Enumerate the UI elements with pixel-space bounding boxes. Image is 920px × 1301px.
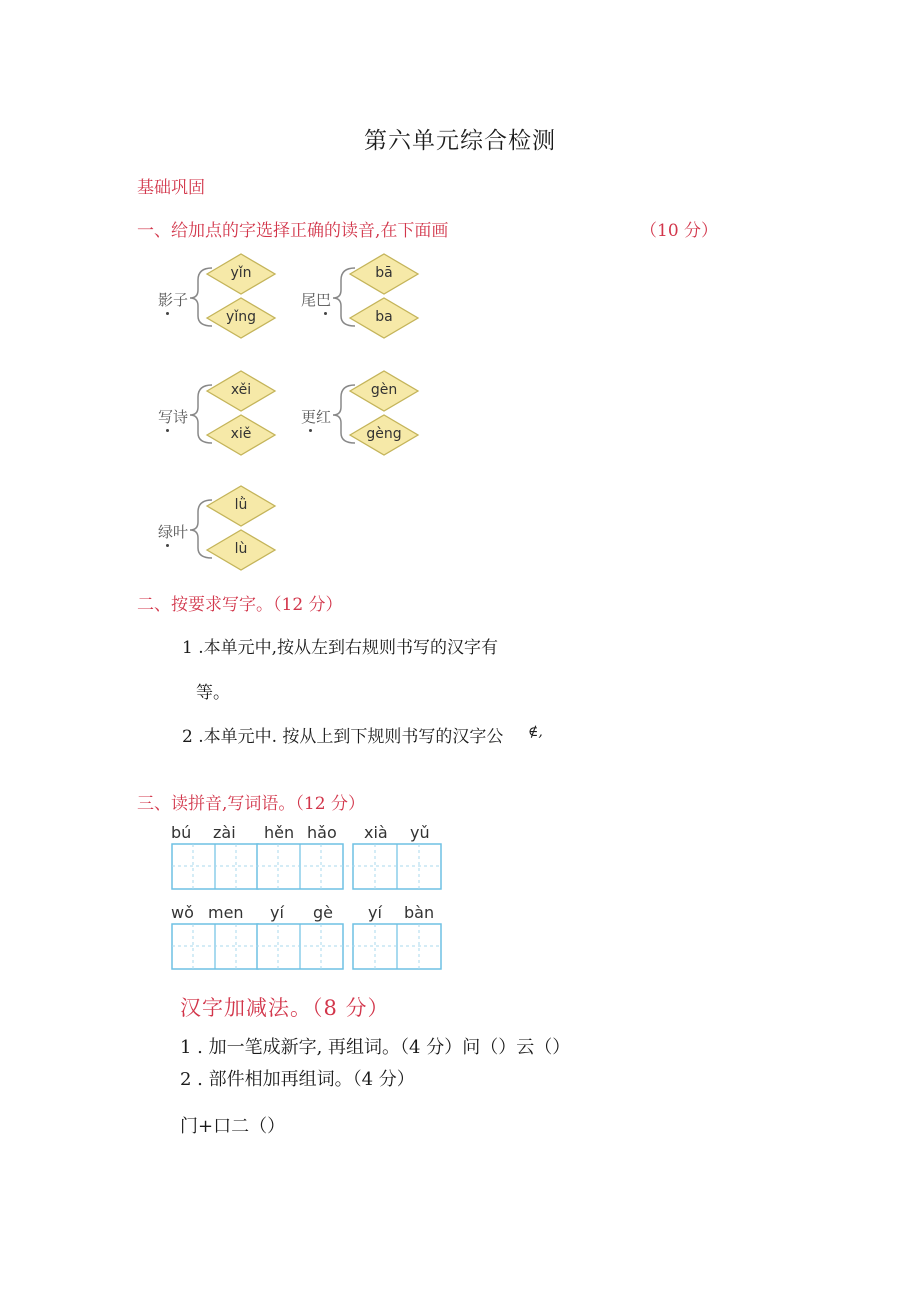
q2-line-2-tail: ∉,	[528, 724, 543, 740]
q3-heading: 三、读拼音,写词语。（12 分）	[137, 794, 365, 814]
section-label: 基础巩固	[137, 178, 205, 198]
q1-word-5: 绿叶	[158, 523, 189, 541]
q1-diagram	[150, 250, 450, 580]
emphasis-dot	[166, 312, 169, 315]
pinyin: yí	[368, 903, 382, 922]
option-lv[interactable]: lǜ	[234, 497, 248, 513]
q1-word-2: 尾巴	[301, 291, 332, 309]
pinyin: wǒ	[171, 903, 194, 922]
emphasis-dot	[309, 429, 312, 432]
emphasis-dot	[324, 312, 327, 315]
option-ba[interactable]: ba	[375, 309, 393, 325]
pinyin: gè	[313, 903, 333, 922]
pinyin: yǔ	[410, 823, 430, 842]
option-gen[interactable]: gèn	[370, 382, 398, 398]
emphasis-dot	[166, 429, 169, 432]
emphasis-dot	[166, 544, 169, 547]
pinyin: hěn	[264, 823, 295, 842]
q1-word-4: 更红	[301, 408, 332, 426]
option-geng[interactable]: gèng	[366, 426, 402, 442]
writing-grid[interactable]	[168, 842, 448, 974]
q4-line-1: 1 . 加一笔成新字, 再组词。（4 分）问（）云（）	[180, 1037, 571, 1058]
q2-line-1b: 等。	[196, 683, 230, 703]
pinyin: xià	[364, 823, 388, 842]
pinyin: bú	[171, 823, 192, 842]
option-xie[interactable]: xiě	[230, 426, 252, 442]
q4-heading: 汉字加减法。（8 分）	[180, 996, 390, 1020]
q1-word-3: 写诗	[158, 408, 189, 426]
pinyin: yí	[270, 903, 284, 922]
q4-line-3: 门+口二（）	[180, 1116, 286, 1137]
q2-heading: 二、按要求写字。（12 分）	[137, 595, 343, 615]
pinyin: men	[208, 903, 244, 922]
pinyin: bàn	[404, 903, 435, 922]
q1-score: （10 分）	[640, 221, 719, 241]
option-ying[interactable]: yǐng	[226, 309, 256, 325]
q1-word-1: 影子	[158, 291, 189, 309]
q2-line-2: 2 .本单元中. 按从上到下规则书写的汉字公	[182, 727, 504, 747]
option-xei[interactable]: xěi	[230, 382, 252, 398]
q4-line-2: 2 . 部件相加再组词。（4 分）	[180, 1069, 415, 1090]
option-ba1[interactable]: bā	[375, 265, 393, 281]
option-lu[interactable]: lù	[234, 541, 248, 557]
page-title: 第六单元综合检测	[364, 128, 556, 154]
pinyin: zài	[213, 823, 236, 842]
pinyin: hǎo	[307, 823, 337, 842]
q2-line-1: 1 .本单元中,按从左到右规则书写的汉字有	[182, 638, 499, 658]
q1-heading: 一、给加点的字选择正确的读音,在下面画	[137, 221, 449, 241]
option-yin[interactable]: yǐn	[230, 265, 252, 281]
